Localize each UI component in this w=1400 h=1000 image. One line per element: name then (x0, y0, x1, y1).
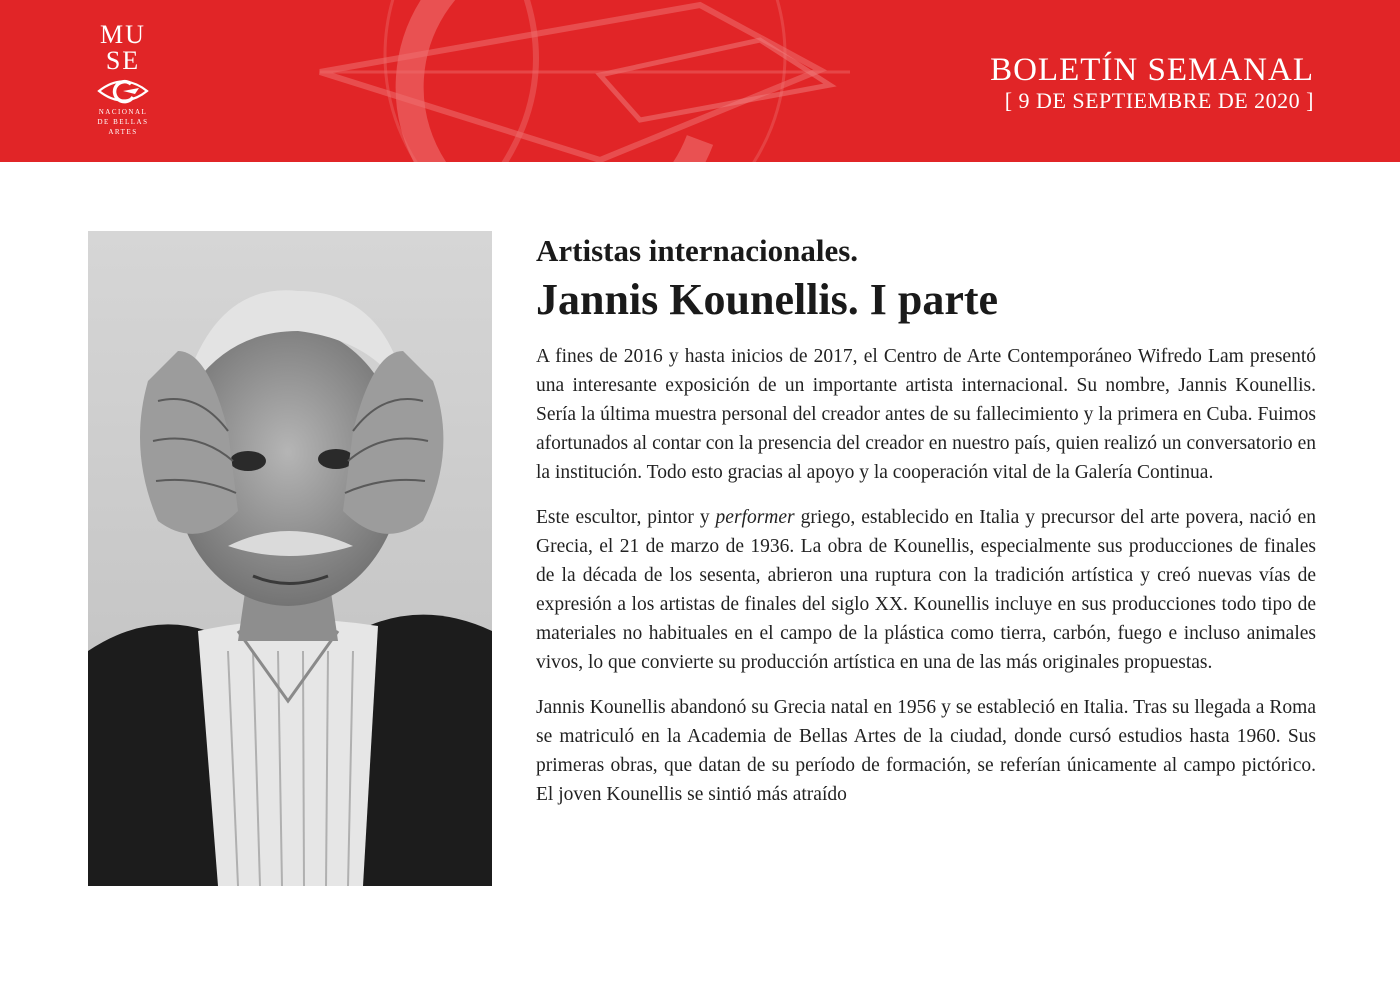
article-title: Jannis Kounellis. I parte (536, 275, 999, 324)
logo-subtitle-2: DE BELLAS (97, 118, 149, 126)
paragraph-2-rest: griego, establecido en Italia y precursor del arte povera, nació en Grecia, el 21 de marzo de 1936. La obra de Kounellis, especialmente sus producciones de finales de la década de los sesenta, abrieron una ruptura con la tradición artística y creó nuevas vías de expresión a los artistas de finales del siglo XX. Kounellis incluye en sus producciones todo tipo de materiales no habituales en el campo de la plástica como tierra, carbón, fuego e incluso animales vivos, lo que convierte su producción artística en una de las más originales propuestas. (536, 507, 1316, 673)
bulletin-heading (990, 52, 1314, 114)
museum-eye-mark-icon (95, 76, 151, 106)
bulletin-title: BOLETÍN SEMANAL (990, 52, 1314, 88)
logo-subtitle-1: NACIONAL (98, 108, 148, 116)
article (536, 230, 1316, 825)
portrait-photo-icon (88, 231, 492, 886)
article-paragraph-3: Jannis Kounellis abandonó su Grecia natal en 1956 y se estableció en Italia. Tras su llegada a Roma se matriculó en la Academia de Bellas Artes de la ciudad, donde cursó estudios hasta 1960. Sus primeras obras, que datan de su período de formación, se referían únicamente al campo pictórico. El joven Kounellis se sintió más atraído (536, 697, 1316, 805)
article-paragraph-2 (536, 503, 1316, 677)
paragraph-2-emphasis: performer (715, 507, 795, 528)
logo-text-line1: MU (100, 20, 146, 49)
section-title: Artistas internacionales. (536, 233, 859, 268)
article-paragraph-1: A fines de 2016 y hasta inicios de 2017, el Centro de Arte Contemporáneo Wifredo Lam presentó una interesante exposición de un importante artista internacional. Su nombre, Jannis Kounellis. Sería la última muestra personal del creador antes de su fallecimiento y la primera en Cuba. Fuimos afortunados al contar con la presencia del creador en nuestro país, quien realizó un conversatorio en la institución. Todo esto gracias al apoyo y la cooperación vital de la Galería Continua. (536, 346, 1316, 483)
logo-text-line2: SE (105, 46, 141, 75)
paragraph-2-start: Este escultor, pintor y (536, 507, 716, 528)
artist-portrait-photo (88, 231, 492, 886)
bulletin-date: [ 9 DE SEPTIEMBRE DE 2020 ] (1004, 88, 1314, 113)
header-banner (0, 0, 1400, 162)
museum-logo[interactable] (86, 22, 160, 136)
logo-subtitle-3: ARTES (108, 128, 138, 136)
